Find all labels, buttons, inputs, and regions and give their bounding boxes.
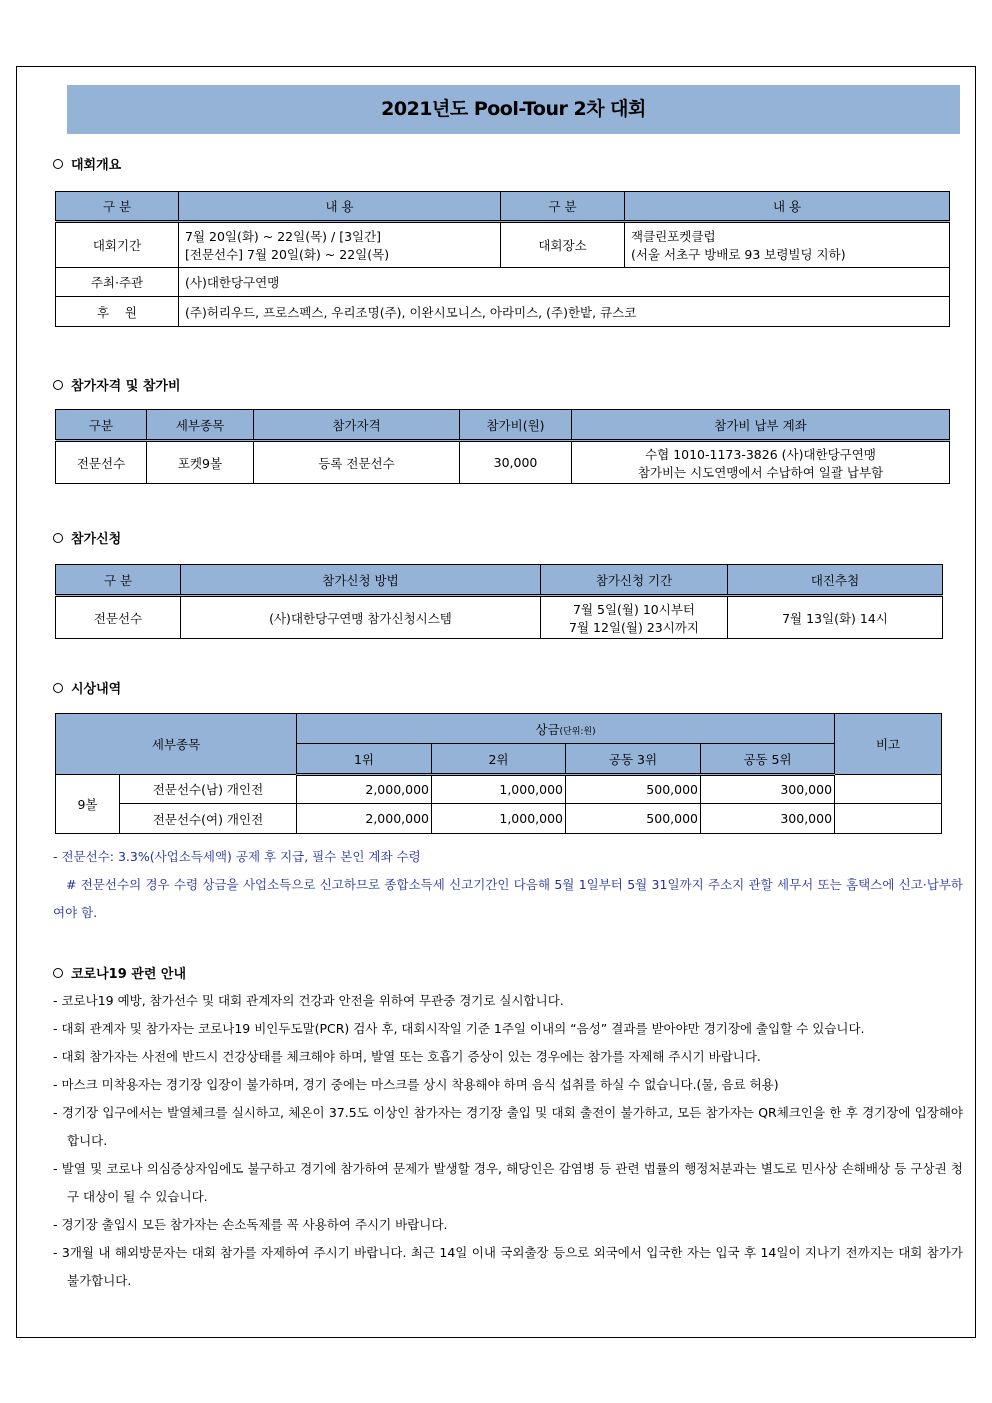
page-title: 2021년도 Pool-Tour 2차 대회 bbox=[67, 85, 960, 134]
cell-label: 주최·주관 bbox=[56, 268, 179, 297]
table-cell: 300,000 bbox=[701, 775, 835, 804]
table-header: 상금(단위:원) bbox=[297, 714, 835, 744]
cell-sponsor: (주)허리우드, 프로스펙스, 우리조명(주), 이완시모니스, 아라미스, (주)한밭, 큐스코 bbox=[179, 297, 950, 327]
table-cell bbox=[835, 804, 942, 834]
table-header: 공동 5위 bbox=[701, 744, 835, 775]
table-cell: 1,000,000 bbox=[432, 804, 566, 834]
table-cell bbox=[835, 775, 942, 804]
table-cell: 1,000,000 bbox=[432, 775, 566, 804]
table-cell: 300,000 bbox=[701, 804, 835, 834]
cell-host: (사)대한당구연맹 bbox=[179, 268, 950, 297]
table-header: 참가신청 기간 bbox=[541, 565, 728, 596]
table-header: 비고 bbox=[835, 714, 942, 775]
table-header: 참가비(원) bbox=[460, 410, 572, 441]
list-item: - 경기장 입구에서는 발열체크를 실시하고, 체온이 37.5도 이상인 참가자는 경기장 출입 및 대회 출전이 불가하고, 모든 참가자는 QR체크인을 한 후 경기장에 입장해야 합니다. bbox=[53, 1105, 963, 1148]
table-header: 세부종목 bbox=[147, 410, 254, 441]
overview-table bbox=[55, 191, 950, 327]
table-cell: 전문선수(여) 개인전 bbox=[120, 804, 297, 834]
registration-table bbox=[55, 564, 943, 639]
section-heading-covid: 코로나19 관련 안내 bbox=[53, 963, 186, 982]
table-cell: 등록 전문선수 bbox=[254, 441, 460, 484]
table-cell: 7월 13일(화) 14시 bbox=[728, 596, 943, 639]
cell-label: 후 원 bbox=[56, 297, 179, 327]
note-line: # 전문선수의 경우 수령 상금을 사업소득으로 신고하므로 종합소득세 신고기간인 다음해 5월 1일부터 5월 31일까지 주소지 관할 세무서 또는 홈택스에 신고·납부하여야 함. bbox=[53, 877, 964, 920]
cell-period: 7월 20일(화) ~ 22일(목) / [3일간] [전문선수] 7월 20일(화) ~ 22일(목) bbox=[179, 222, 501, 268]
table-cell: 포켓9볼 bbox=[147, 441, 254, 484]
list-item: - 경기장 출입시 모든 참가자는 손소독제를 꼭 사용하여 주시기 바랍니다. bbox=[53, 1217, 448, 1232]
list-item: - 대회 관계자 및 참가자는 코로나19 비인두도말(PCR) 검사 후, 대회시작일 기준 1주일 이내의 “음성” 결과를 받아야만 경기장에 출입할 수 있습니다. bbox=[53, 1021, 865, 1036]
table-header: 구 분 bbox=[56, 565, 181, 596]
table-cell: 2,000,000 bbox=[297, 804, 432, 834]
table-header: 1위 bbox=[297, 744, 432, 775]
table-cell: 9볼 bbox=[56, 775, 120, 834]
cell-venue: 잭클린포켓클럽 (서울 서초구 방배로 93 보령빌딩 지하) bbox=[625, 222, 950, 268]
table-cell: 500,000 bbox=[566, 804, 701, 834]
note-line: - 전문선수: 3.3%(사업소득세액) 공제 후 지급, 필수 본인 계좌 수령 bbox=[53, 849, 421, 864]
table-header: 참가신청 방법 bbox=[181, 565, 541, 596]
table-cell: 전문선수(남) 개인전 bbox=[120, 775, 297, 804]
table-cell: 전문선수 bbox=[56, 441, 147, 484]
table-cell: 전문선수 bbox=[56, 596, 181, 639]
table-cell: 2,000,000 bbox=[297, 775, 432, 804]
cell-label: 대회장소 bbox=[501, 222, 625, 268]
table-cell: 30,000 bbox=[460, 441, 572, 484]
table-header: 구 분 bbox=[56, 192, 179, 222]
table-cell: (사)대한당구연맹 참가신청시스템 bbox=[181, 596, 541, 639]
list-item: - 코로나19 예방, 참가선수 및 대회 관계자의 건강과 안전을 위하여 무관중 경기로 실시합니다. bbox=[53, 993, 564, 1008]
prize-notes bbox=[53, 843, 963, 927]
table-header: 공동 3위 bbox=[566, 744, 701, 775]
section-heading-eligibility: 참가자격 및 참가비 bbox=[53, 375, 181, 394]
prize-table bbox=[55, 713, 942, 834]
table-header: 2위 bbox=[432, 744, 566, 775]
table-cell: 7월 5일(월) 10시부터 7월 12일(월) 23시까지 bbox=[541, 596, 728, 639]
table-header: 대진추첨 bbox=[728, 565, 943, 596]
cell-label: 대회기간 bbox=[56, 222, 179, 268]
table-header: 내 용 bbox=[179, 192, 501, 222]
table-header: 세부종목 bbox=[56, 714, 297, 775]
list-item: - 대회 참가자는 사전에 반드시 건강상태를 체크해야 하며, 발열 또는 호흡기 증상이 있는 경우에는 참가를 자제해 주시기 바랍니다. bbox=[53, 1049, 761, 1064]
section-heading-registration: 참가신청 bbox=[53, 528, 121, 547]
eligibility-table bbox=[55, 409, 950, 484]
table-header: 구분 bbox=[56, 410, 147, 441]
account-cell: 수협 1010-1173-3826 (사)대한당구연맹 참가비는 시도연맹에서 수납하여 일괄 납부함 bbox=[572, 441, 950, 484]
list-item: - 마스크 미착용자는 경기장 입장이 불가하며, 경기 중에는 마스크를 상시 착용해야 하며 음식 섭취를 하실 수 없습니다.(물, 음료 허용) bbox=[53, 1077, 779, 1092]
covid-notice-list bbox=[53, 987, 963, 1295]
table-header: 참가자격 bbox=[254, 410, 460, 441]
table-cell: 500,000 bbox=[566, 775, 701, 804]
list-item: - 발열 및 코로나 의심증상자임에도 불구하고 경기에 참가하여 문제가 발생할 경우, 해당인은 감염병 등 관련 법률의 행정처분과는 별도로 민사상 손해배상 등 구상권 청구 대상이 될 수 있습니다. bbox=[53, 1161, 963, 1204]
table-header: 참가비 납부 계좌 bbox=[572, 410, 950, 441]
section-heading-prizes: 시상내역 bbox=[53, 678, 121, 697]
section-heading-overview: 대회개요 bbox=[53, 154, 121, 173]
list-item: - 3개월 내 해외방문자는 대회 참가를 자제하여 주시기 바랍니다. 최근 14일 이내 국외출장 등으로 외국에서 입국한 자는 입국 후 14일이 지나기 전까지는 대회 참가가 불가합니다. bbox=[53, 1245, 963, 1288]
table-header: 내 용 bbox=[625, 192, 950, 222]
table-header: 구 분 bbox=[501, 192, 625, 222]
